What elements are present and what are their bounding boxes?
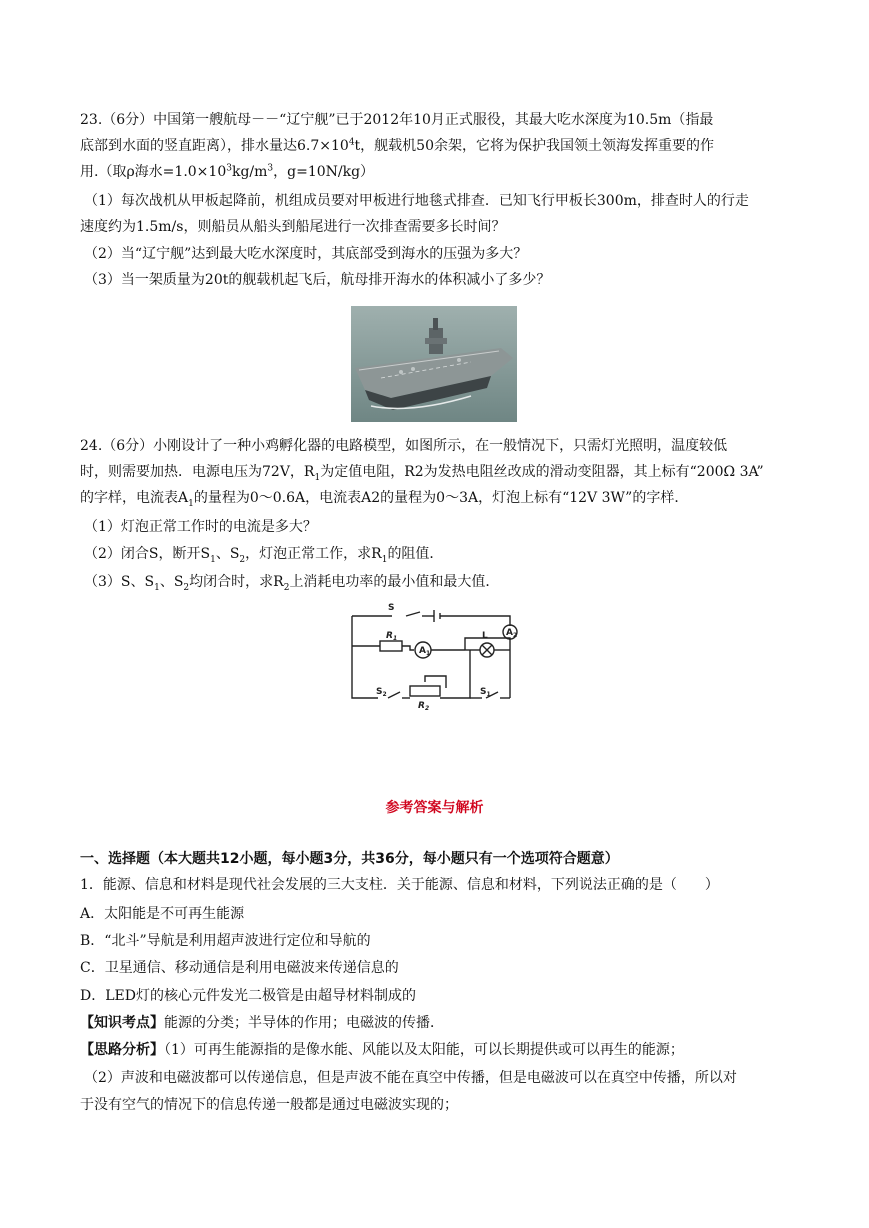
q24-line-2: 时，则需要加热．电源电压为72V，$R_1$为定值电阻，R2为发热电阻丝改成的滑动变阻器，其上标有“200Ω 3A” xyxy=(80,464,764,483)
a1-option-a: A．太阳能是不可再生能源 xyxy=(80,906,245,922)
q23-line-2: 底部到水面的竖直距离），排水量达$6.7\times 10^4t$，舰载机50余架，它将为保护我国领土领海发挥重要的作 xyxy=(80,137,714,154)
q23-sub-3: （3）当一架质量为20t的舰载机起飞后，航母排开海水的体积减小了多少？ xyxy=(84,272,551,288)
switch-s2-blade xyxy=(388,692,400,698)
q23-sub-1-line-1: （1）每次战机从甲板起降前，机组成员要对甲板进行地毯式排查．已知飞行甲板长300m，排查时人的行走 xyxy=(84,193,749,209)
label-a2: $A_2$ xyxy=(506,628,518,639)
q24-sub-3: （3）S、$S_1$、$S_2$均闭合时，求$R_2$上消耗电功率的最小值和最大值． xyxy=(84,574,500,593)
a1-analysis-line-2: （2）声波和电磁波都可以传递信息，但是声波不能在真空中传播，但是电磁波可以在真空中传播，所以对 xyxy=(84,1070,737,1086)
q24-line-1: 24.（6分）小刚设计了一种小鸡孵化器的电路模型，如图所示，在一般情况下，只需灯光照明，温度较低 xyxy=(80,438,728,454)
answers-title: 参考答案与解析 xyxy=(385,800,484,816)
label-s2: $S_2$ xyxy=(376,687,387,698)
q23-line-3: 用.（取ρ海水$=1.0\times 10^3kg/m^3$，g=10N/kg） xyxy=(80,163,375,180)
label-s: S xyxy=(388,603,395,613)
label-r1: $R_1$ xyxy=(386,631,398,642)
label-a1: $A_1$ xyxy=(419,646,431,657)
a1-option-c: C．卫星通信、移动通信是利用电磁波来传递信息的 xyxy=(80,960,399,976)
switch-s-blade xyxy=(406,612,420,616)
q24-sub-1: （1）灯泡正常工作时的电流是多大？ xyxy=(84,519,317,535)
q23-line-1: 23.（6分）中国第一艘航母－－“辽宁舰”已于2012年10月正式服役，其最大吃水深度为10.5m（指最 xyxy=(80,112,714,128)
resistor-r1 xyxy=(380,641,402,651)
rheostat-r2 xyxy=(410,686,440,696)
section-heading: 一、选择题（本大题共12小题，每小题3分，共36分，每小题只有一个选项符合题意） xyxy=(80,851,619,867)
a1-knowledge-points: 【知识考点】能源的分类；半导体的作用；电磁波的传播． xyxy=(80,1015,444,1031)
wire-left xyxy=(352,616,378,698)
label-l: L xyxy=(482,631,488,641)
a1-analysis-line-3: 于没有空气的情况下的信息传递一般都是通过电磁波实现的； xyxy=(80,1097,458,1113)
a1-option-d: D．LED灯的核心元件发光二极管是由超导材料制成的 xyxy=(80,988,416,1004)
a1-question: 1．能源、信息和材料是现代社会发展的三大支柱．关于能源、信息和材料，下列说法正确的是（ ） xyxy=(80,877,719,893)
battery xyxy=(434,610,440,622)
q23-sub-1-line-2: 速度约为1.5m/s，则船员从船头到船尾进行一次排查需要多长时间？ xyxy=(80,219,506,235)
aircraft-carrier-photo xyxy=(351,306,517,422)
a1-option-b: B．“北斗”导航是利用超声波进行定位和导航的 xyxy=(80,933,371,949)
q24-sub-2: （2）闭合S，断开$S_1$、$S_2$，灯泡正常工作，求$R_1$的阻值． xyxy=(84,546,444,565)
a1-analysis-line-1: 【思路分析】（1）可再生能源指的是像水能、风能以及太阳能，可以长期提供或可以再生的能源； xyxy=(80,1042,684,1058)
label-r2: $R_2$ xyxy=(418,701,430,710)
q24-line-3: 的字样，电流表$A_1$的量程为0～0.6A，电流表A2的量程为0～3A，灯泡上标有“12V 3W”的字样． xyxy=(80,490,689,509)
label-s1: $S_1$ xyxy=(480,687,491,698)
circuit-diagram xyxy=(348,600,523,710)
q23-sub-2: （2）当“辽宁舰”达到最大吃水深度时，其底部受到海水的压强为多大？ xyxy=(84,246,528,262)
wire-top-right xyxy=(440,616,510,626)
